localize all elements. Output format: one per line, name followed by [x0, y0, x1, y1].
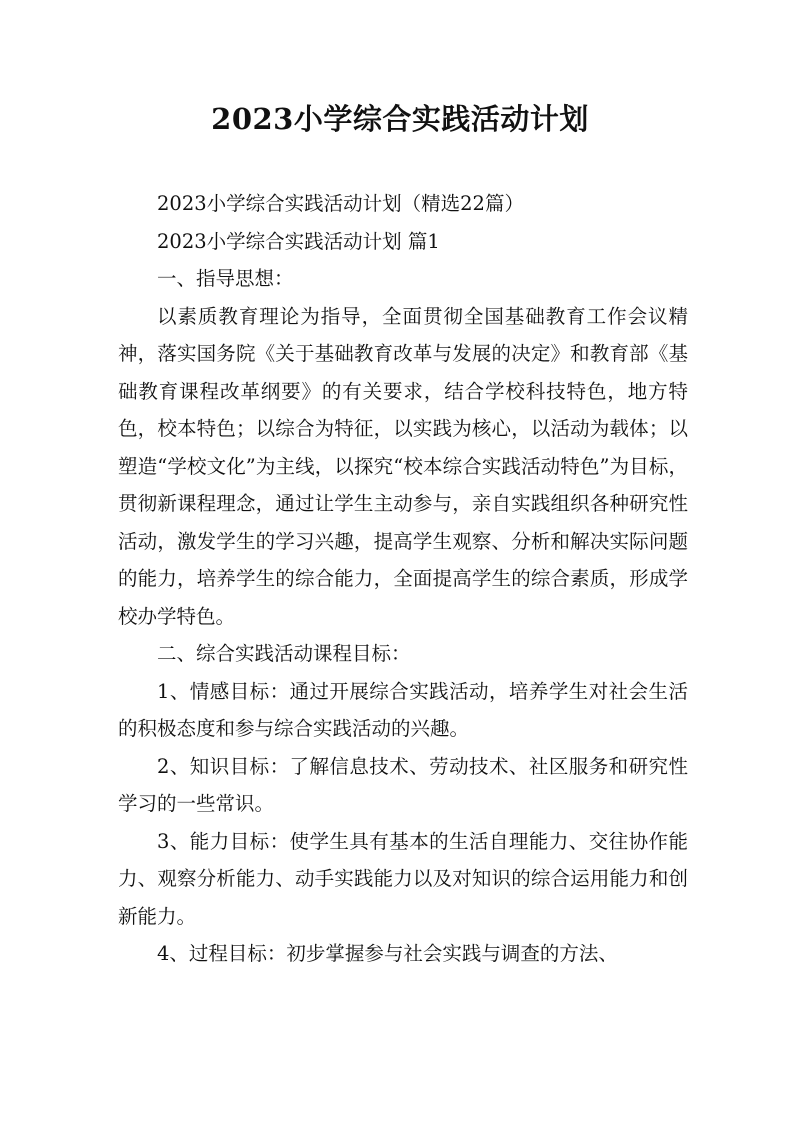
subtitle-paragraph: 2023小学综合实践活动计划（精选22篇） — [157, 192, 524, 215]
body-paragraph: 4、过程目标：初步掌握参与社会实践与调查的方法、 — [157, 942, 618, 965]
section-heading: 2023小学综合实践活动计划 篇1 — [157, 229, 440, 253]
body-paragraph: 2、知识目标：了解信息技术、劳动技术、社区服务和研究性学习的一些常识。 — [118, 754, 688, 815]
document-title: 2023小学综合实践活动计划 — [211, 102, 589, 136]
body-paragraph: 3、能力目标：使学生具有基本的生活自理能力、交往协作能力、观察分析能力、动手实践能力以及对知识的综合运用能力和创新能力。 — [118, 829, 688, 928]
section-heading: 二、综合实践活动课程目标： — [157, 642, 411, 665]
section-heading: 一、指导思想： — [157, 267, 294, 290]
document-body — [118, 185, 688, 973]
body-paragraph: 1、情感目标：通过开展综合实践活动，培养学生对社会生活的积极态度和参与综合实践活动的兴趣。 — [118, 679, 688, 740]
body-paragraph: 以素质教育理论为指导，全面贯彻全国基础教育工作会议精神，落实国务院《关于基础教育改革与发展的决定》和教育部《基础教育课程改革纲要》的有关要求，结合学校科技特色，地方特色，校本特色；以综合为特征，以实践为核心，以活动为载体；以塑造“学校文化”为主线，以探究“校本综合实践活动特色”为目标，贯彻新课程理念，通过让学生主动参与，亲自实践组织各种研究性活动，激发学生的学习兴趣，提高学生观察、分析和解决实际问题的能力，培养学生的综合能力，全面提高学生的综合素质，形成学校办学特色。 — [118, 304, 688, 628]
